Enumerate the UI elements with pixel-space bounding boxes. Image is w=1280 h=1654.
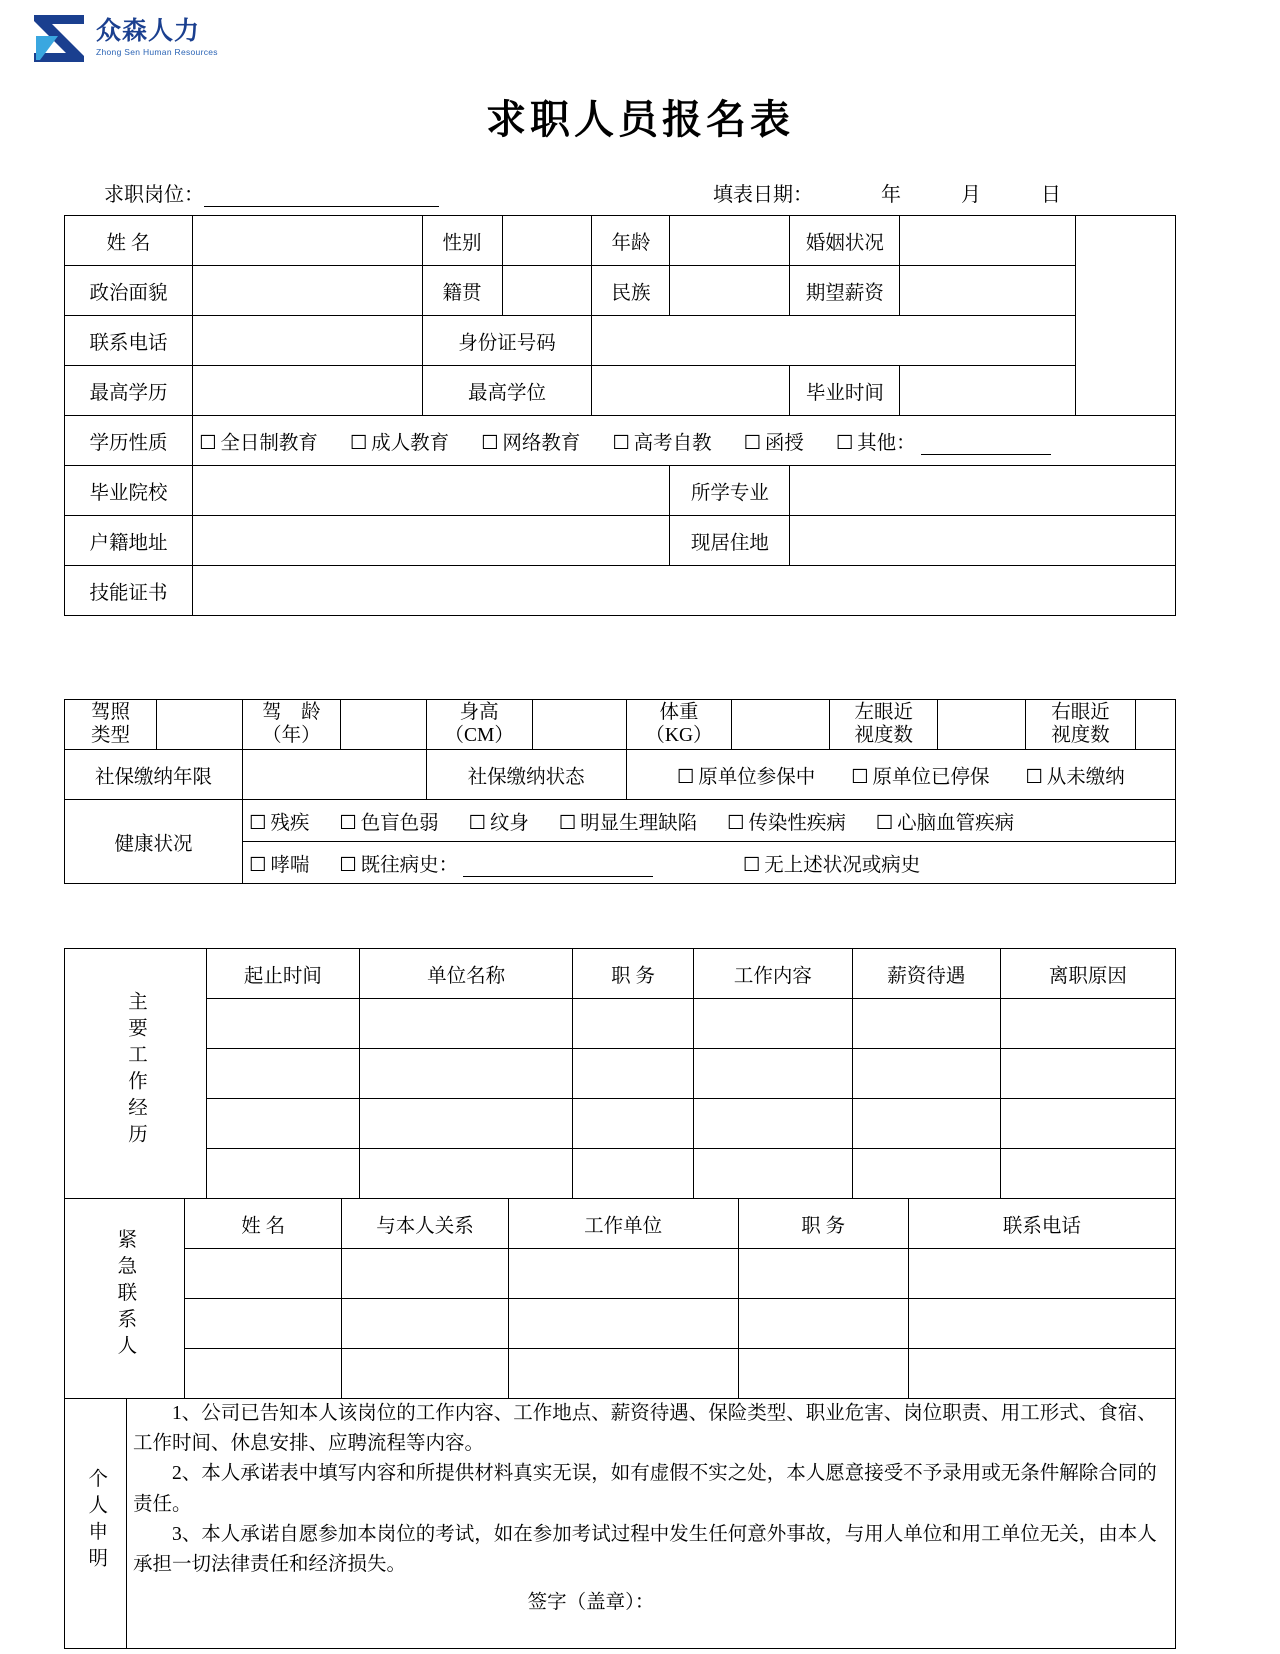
field-value-name[interactable] xyxy=(192,216,422,266)
checkbox-option-tattoo[interactable]: ☐ 纹身 xyxy=(468,810,529,834)
field-label-school: 毕业院校 xyxy=(65,466,193,516)
table-row xyxy=(65,216,1176,266)
field-value-height[interactable] xyxy=(532,700,626,750)
column-header-ec-name: 姓 名 xyxy=(185,1199,342,1249)
field-value-native-place[interactable] xyxy=(502,266,592,316)
field-label-ethnicity: 民族 xyxy=(592,266,670,316)
table-row xyxy=(65,1199,1176,1249)
work-cell-period[interactable] xyxy=(206,1149,359,1199)
column-header-salary: 薪资待遇 xyxy=(852,949,1000,999)
table-row xyxy=(65,1249,1176,1299)
si-status-options xyxy=(626,750,1175,800)
declaration-paragraph-1: 1、公司已告知本人该岗位的工作内容、工作地点、薪资待遇、保险类型、职业危害、岗位职责、用工形式、食宿、工作时间、休息安排、应聘流程等内容。 xyxy=(132,1403,1157,1455)
field-value-highest-degree[interactable] xyxy=(592,366,790,416)
field-value-household-address[interactable] xyxy=(192,516,669,566)
field-value-major[interactable] xyxy=(790,466,1176,516)
checkbox-option-asthma[interactable]: ☐ 哮喘 xyxy=(248,852,310,876)
logo-text-cn: 众森人力 xyxy=(96,17,201,45)
column-header-ec-relation: 与本人关系 xyxy=(342,1199,508,1249)
health-options-row-2 xyxy=(242,842,1175,884)
ec-cell-position[interactable] xyxy=(738,1349,908,1399)
checkbox-option-cardiovascular[interactable]: ☐ 心脑血管疾病 xyxy=(875,810,1015,834)
field-label-native-place: 籍贯 xyxy=(422,266,502,316)
work-cell-period[interactable] xyxy=(206,999,359,1049)
field-label-graduation-time: 毕业时间 xyxy=(790,366,900,416)
work-cell-duties[interactable] xyxy=(694,999,853,1049)
field-value-si-years[interactable] xyxy=(242,750,426,800)
column-header-ec-phone: 联系电话 xyxy=(908,1199,1175,1249)
field-label-license-type: 驾照 类型 xyxy=(65,700,157,750)
table-row xyxy=(65,416,1176,466)
table-row xyxy=(65,999,1176,1049)
table-row xyxy=(65,366,1176,416)
work-cell-leave-reason[interactable] xyxy=(1000,1049,1175,1099)
table-row xyxy=(65,1299,1176,1349)
logo-text-en: Zhong Sen Human Resources xyxy=(96,47,218,57)
health-options-row-1 xyxy=(242,800,1175,842)
field-value-gender[interactable] xyxy=(502,216,592,266)
table-row xyxy=(65,516,1176,566)
checkbox-option-si-insured[interactable]: ☐ 原单位参保中 xyxy=(676,764,816,788)
ec-cell-name[interactable] xyxy=(185,1249,342,1299)
table-row xyxy=(65,1399,1176,1649)
declaration-content xyxy=(126,1399,1175,1649)
field-value-age[interactable] xyxy=(670,216,790,266)
checkbox-option-none-of-above[interactable]: ☐ 无上述状况或病史 xyxy=(742,852,921,876)
work-cell-salary[interactable] xyxy=(852,1099,1000,1149)
checkbox-option-adult-education[interactable]: ☐ 成人教育 xyxy=(349,430,450,454)
work-cell-leave-reason[interactable] xyxy=(1000,1099,1175,1149)
field-label-political: 政治面貌 xyxy=(65,266,193,316)
work-cell-salary[interactable] xyxy=(852,1049,1000,1099)
work-cell-company[interactable] xyxy=(360,1099,573,1149)
field-label-household-address: 户籍地址 xyxy=(65,516,193,566)
ec-cell-relation[interactable] xyxy=(342,1249,508,1299)
column-header-position: 职 务 xyxy=(573,949,694,999)
ec-cell-company[interactable] xyxy=(508,1349,738,1399)
job-position-label: 求职岗位： xyxy=(104,184,204,206)
education-type-options xyxy=(192,416,1175,466)
fill-date-label: 填表日期： xyxy=(713,184,813,206)
field-value-highest-education[interactable] xyxy=(192,366,422,416)
field-label-health: 健康状况 xyxy=(65,800,243,884)
checkbox-option-color-blind[interactable]: ☐ 色盲色弱 xyxy=(339,810,439,834)
field-value-license-type[interactable] xyxy=(156,700,242,750)
work-cell-position[interactable] xyxy=(573,1149,694,1199)
work-cell-period[interactable] xyxy=(206,1049,359,1099)
column-header-company: 单位名称 xyxy=(360,949,573,999)
table-row xyxy=(65,700,1176,750)
field-value-school[interactable] xyxy=(192,466,669,516)
table-row xyxy=(65,800,1176,842)
table-row xyxy=(65,949,1176,999)
ec-cell-relation[interactable] xyxy=(342,1299,508,1349)
field-value-graduation-time[interactable] xyxy=(900,366,1076,416)
work-cell-company[interactable] xyxy=(360,1149,573,1199)
field-label-driving-years: 驾 龄 （年） xyxy=(242,700,340,750)
field-label-si-years: 社保缴纳年限 xyxy=(65,750,243,800)
work-cell-company[interactable] xyxy=(360,999,573,1049)
field-label-education-type: 学历性质 xyxy=(65,416,193,466)
declaration-paragraph-2: 2、本人承诺表中填写内容和所提供材料真实无误，如有虚假不实之处，本人愿意接受不予录用或无条件解除合同的责任。 xyxy=(132,1463,1157,1515)
checkbox-option-si-never[interactable]: ☐ 从未缴纳 xyxy=(1025,764,1125,788)
work-cell-leave-reason[interactable] xyxy=(1000,999,1175,1049)
work-cell-salary[interactable] xyxy=(852,1149,1000,1199)
checkbox-option-disability[interactable]: ☐ 残疾 xyxy=(248,810,310,834)
work-cell-position[interactable] xyxy=(573,1049,694,1099)
field-value-skill-certificate[interactable] xyxy=(192,566,1175,616)
declaration-side-label: 个人申明 xyxy=(65,1399,127,1649)
table-row xyxy=(65,750,1176,800)
checkbox-option-correspondence[interactable]: ☐ 函授 xyxy=(743,430,804,454)
table-row xyxy=(65,566,1176,616)
ec-cell-position[interactable] xyxy=(738,1299,908,1349)
field-label-current-address: 现居住地 xyxy=(670,516,790,566)
field-value-id-number[interactable] xyxy=(592,316,1076,366)
field-label-marital: 婚姻状况 xyxy=(790,216,900,266)
work-cell-salary[interactable] xyxy=(852,999,1000,1049)
date-month-label: 月 xyxy=(961,184,981,206)
checkbox-option-infectious-disease[interactable]: ☐ 传染性疾病 xyxy=(726,810,846,834)
work-cell-duties[interactable] xyxy=(694,1049,853,1099)
field-label-right-eye: 右眼近 视度数 xyxy=(1026,700,1136,750)
ec-cell-position[interactable] xyxy=(738,1249,908,1299)
declaration-table xyxy=(64,1398,1176,1649)
fill-date-group xyxy=(713,178,1176,207)
checkbox-option-physical-defect[interactable]: ☐ 明显生理缺陷 xyxy=(558,810,698,834)
field-label-name: 姓 名 xyxy=(65,216,193,266)
field-label-phone: 联系电话 xyxy=(65,316,193,366)
field-value-phone[interactable] xyxy=(192,316,422,366)
field-value-political[interactable] xyxy=(192,266,422,316)
education-other-input[interactable] xyxy=(921,435,1051,455)
emergency-contact-table xyxy=(64,1198,1176,1399)
column-header-period: 起止时间 xyxy=(206,949,359,999)
field-label-major: 所学专业 xyxy=(670,466,790,516)
emergency-contact-side-label: 紧急联系人 xyxy=(65,1199,185,1399)
table-row xyxy=(65,266,1176,316)
table-row xyxy=(65,1149,1176,1199)
work-cell-position[interactable] xyxy=(573,1099,694,1149)
field-label-left-eye: 左眼近 视度数 xyxy=(830,700,938,750)
column-header-duties: 工作内容 xyxy=(694,949,853,999)
work-cell-leave-reason[interactable] xyxy=(1000,1149,1175,1199)
field-value-marital[interactable] xyxy=(900,216,1076,266)
table-row xyxy=(65,1349,1176,1399)
table-row xyxy=(65,466,1176,516)
field-label-weight: 体重 （KG） xyxy=(626,700,732,750)
header-line xyxy=(64,178,1176,207)
physical-info-table xyxy=(64,699,1176,884)
checkbox-option-full-time[interactable]: ☐ 全日制教育 xyxy=(198,430,318,454)
field-value-ethnicity[interactable] xyxy=(670,266,790,316)
checkbox-option-si-stopped[interactable]: ☐ 原单位已停保 xyxy=(851,764,990,788)
field-value-current-address[interactable] xyxy=(790,516,1176,566)
work-cell-position[interactable] xyxy=(573,999,694,1049)
job-position-input[interactable] xyxy=(204,185,439,207)
table-row xyxy=(65,1049,1176,1099)
work-cell-duties[interactable] xyxy=(694,1149,853,1199)
medical-history-input[interactable] xyxy=(463,857,653,877)
ec-cell-name[interactable] xyxy=(185,1299,342,1349)
field-label-highest-degree: 最高学位 xyxy=(422,366,592,416)
ec-cell-company[interactable] xyxy=(508,1299,738,1349)
ec-cell-phone[interactable] xyxy=(908,1249,1175,1299)
field-value-left-eye[interactable] xyxy=(938,700,1026,750)
page-title: 求职人员报名表 xyxy=(486,97,794,142)
checkbox-option-other[interactable]: ☐ 其他： xyxy=(835,430,916,454)
field-label-age: 年龄 xyxy=(592,216,670,266)
ec-cell-name[interactable] xyxy=(185,1349,342,1399)
photo-box[interactable] xyxy=(1076,216,1176,416)
declaration-paragraph-3: 3、本人承诺自愿参加本岗位的考试，如在参加考试过程中发生任何意外事故，与用人单位和用工单位无关，由本人承担一切法律责任和经济损失。 xyxy=(132,1523,1157,1576)
date-day-label: 日 xyxy=(1041,184,1061,206)
field-value-weight[interactable] xyxy=(732,700,830,750)
field-label-height: 身高 （CM） xyxy=(426,700,532,750)
field-label-id-number: 身份证号码 xyxy=(422,316,592,366)
ec-cell-phone[interactable] xyxy=(908,1299,1175,1349)
field-label-gender: 性别 xyxy=(422,216,502,266)
signature-label[interactable]: 签字（盖章）： xyxy=(527,1592,655,1614)
ec-cell-relation[interactable] xyxy=(342,1349,508,1399)
work-cell-company[interactable] xyxy=(360,1049,573,1099)
logo-mark-icon xyxy=(30,12,88,64)
field-label-expected-salary: 期望薪资 xyxy=(790,266,900,316)
work-cell-duties[interactable] xyxy=(694,1099,853,1149)
table-row xyxy=(65,1099,1176,1149)
ec-cell-company[interactable] xyxy=(508,1249,738,1299)
field-value-driving-years[interactable] xyxy=(340,700,426,750)
registration-form-table xyxy=(64,215,1176,616)
column-header-leave-reason: 离职原因 xyxy=(1000,949,1175,999)
column-header-ec-position: 职 务 xyxy=(738,1199,908,1249)
field-label-skill-certificate: 技能证书 xyxy=(65,566,193,616)
date-year-label: 年 xyxy=(881,184,901,206)
work-experience-side-label: 主要工作经历 xyxy=(65,949,207,1199)
field-value-expected-salary[interactable] xyxy=(900,266,1076,316)
company-logo xyxy=(30,12,218,64)
checkbox-option-medical-history[interactable]: ☐ 既往病史： xyxy=(339,852,459,876)
ec-cell-phone[interactable] xyxy=(908,1349,1175,1399)
checkbox-option-self-study[interactable]: ☐ 高考自教 xyxy=(612,430,712,454)
checkbox-option-online-education[interactable]: ☐ 网络教育 xyxy=(480,430,581,454)
work-cell-period[interactable] xyxy=(206,1099,359,1149)
column-header-ec-company: 工作单位 xyxy=(508,1199,738,1249)
field-label-si-status: 社保缴纳状态 xyxy=(426,750,626,800)
field-label-highest-education: 最高学历 xyxy=(65,366,193,416)
field-value-right-eye[interactable] xyxy=(1135,700,1175,750)
work-experience-table xyxy=(64,948,1176,1199)
table-row xyxy=(65,316,1176,366)
